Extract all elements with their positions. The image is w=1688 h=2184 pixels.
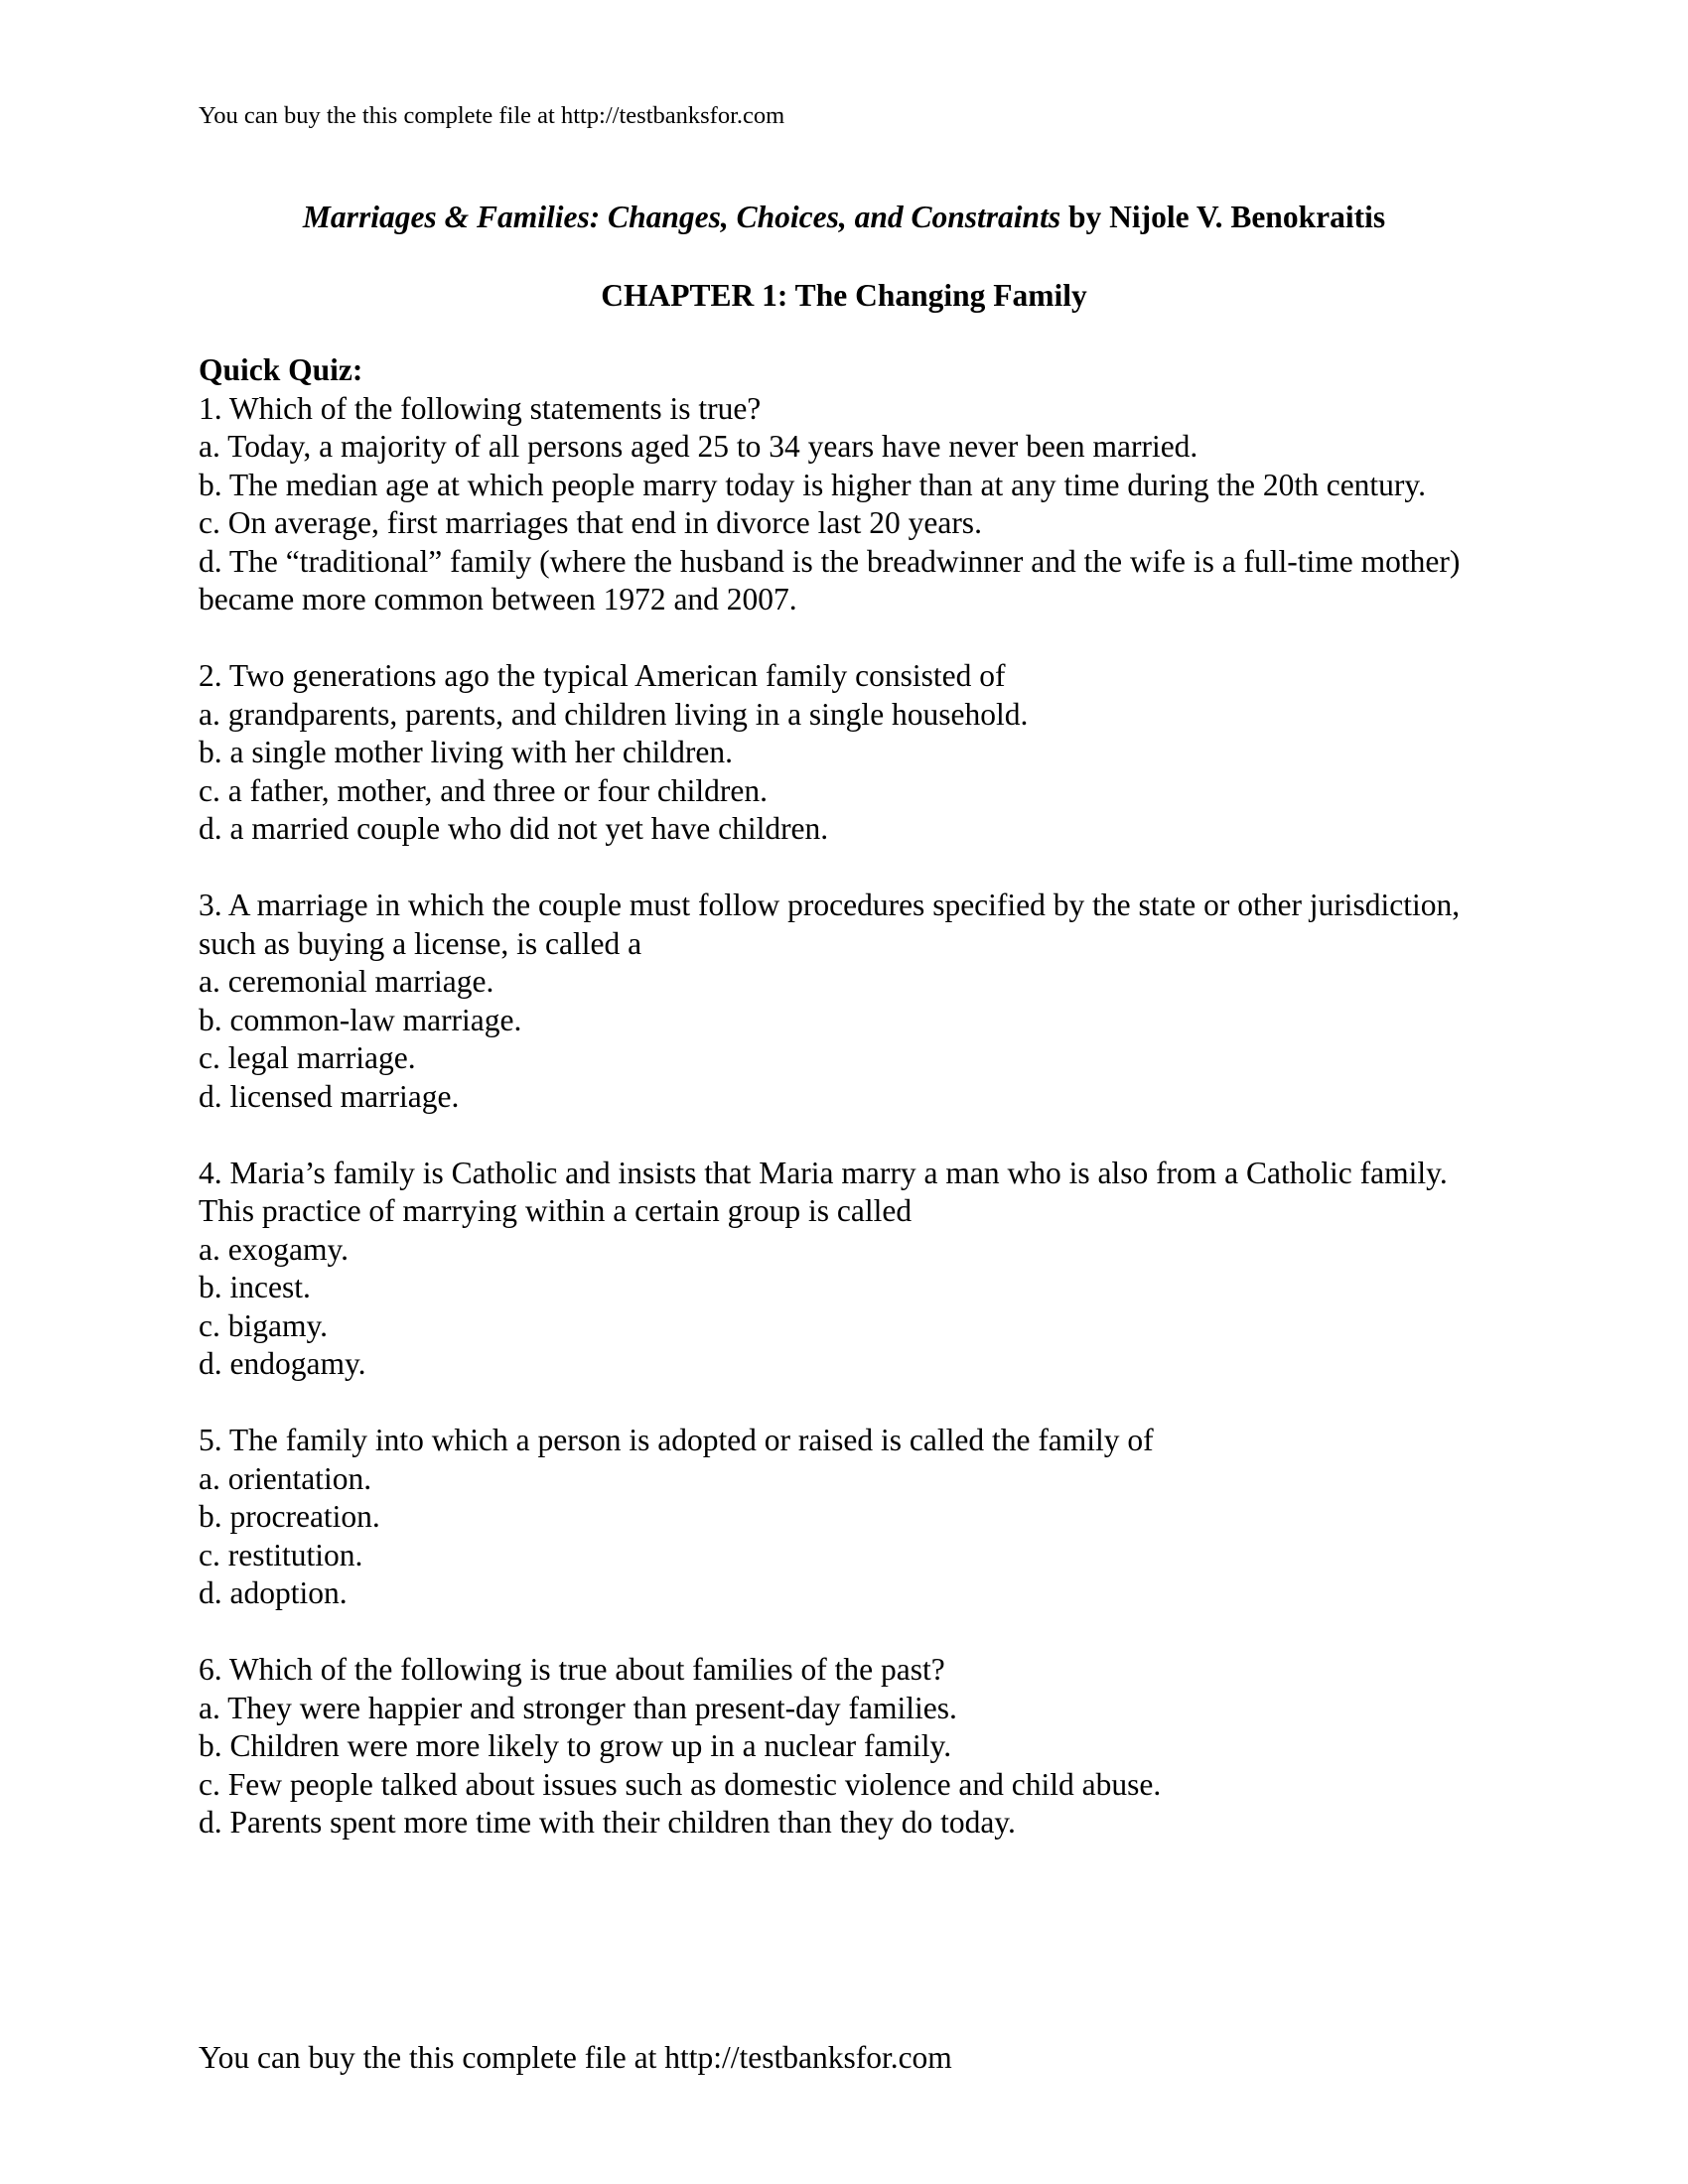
answer-option: c. a father, mother, and three or four children.: [199, 772, 768, 808]
answer-option: b. The median age at which people marry today is higher than at any time during the 20th century.: [199, 467, 1427, 502]
answer-option: b. a single mother living with her children.: [199, 735, 734, 769]
answer-option: d. The “traditional” family (where the husband is the breadwinner and the wife is a full-time mother) became more common between 1972 and 2007.: [199, 543, 1461, 616]
answer-option: a. orientation.: [199, 1460, 372, 1496]
answer-option: a. Today, a majority of all persons aged 25 to 34 years have never been married.: [199, 429, 1198, 464]
answer-option: b. Children were more likely to grow up in a nuclear family.: [199, 1728, 952, 1763]
book-author: by Nijole V. Benokraitis: [1067, 200, 1386, 234]
answer-option: d. a married couple who did not yet have children.: [199, 811, 829, 846]
answer-option: b. procreation.: [199, 1499, 380, 1534]
answer-option: b. common-law marriage.: [199, 1002, 522, 1037]
answer-option: c. restitution.: [199, 1537, 363, 1572]
book-title: Marriages & Families: Changes, Choices, and Constraints: [302, 200, 1061, 234]
answer-option: d. adoption.: [199, 1575, 348, 1610]
question-4: [199, 1155, 1489, 1384]
question-stem: 3. A marriage in which the couple must follow procedures specified by the state or other jurisdiction, such as buying a license, is called a: [199, 887, 1461, 961]
answer-option: c. legal marriage.: [199, 1040, 416, 1075]
question-stem: 5. The family into which a person is adopted or raised is called the family of: [199, 1423, 1154, 1457]
quiz-heading: Quick Quiz:: [199, 352, 363, 387]
question-stem: 6. Which of the following is true about families of the past?: [199, 1652, 945, 1687]
answer-option: a. grandparents, parents, and children living in a single household.: [199, 696, 1029, 732]
question-stem: 2. Two generations ago the typical American family consisted of: [199, 658, 1006, 693]
question-3: [199, 887, 1489, 1116]
answer-option: c. bigamy.: [199, 1307, 329, 1343]
question-1: [199, 390, 1489, 619]
header-note: You can buy the this complete file at http://testbanksfor.com: [199, 102, 785, 129]
chapter-title: CHAPTER 1: The Changing Family: [601, 278, 1087, 313]
question-6: [199, 1651, 1489, 1843]
answer-option: c. Few people talked about issues such as domestic violence and child abuse.: [199, 1766, 1162, 1802]
answer-option: a. exogamy.: [199, 1231, 350, 1267]
answer-option: d. licensed marriage.: [199, 1078, 460, 1114]
footer-note: You can buy the this complete file at http://testbanksfor.com: [199, 2040, 952, 2075]
book-title-line: [0, 198, 1688, 237]
answer-option: a. ceremonial marriage.: [199, 964, 494, 999]
question-2: [199, 657, 1489, 849]
question-5: [199, 1422, 1489, 1613]
quick-quiz: [199, 351, 1489, 1880]
answer-option: d. Parents spent more time with their children than they do today.: [199, 1805, 1016, 1840]
answer-option: a. They were happier and stronger than present-day families.: [199, 1690, 957, 1725]
answer-option: d. endogamy.: [199, 1346, 366, 1381]
question-stem: 4. Maria’s family is Catholic and insists that Maria marry a man who is also from a Catholic family. This practice of marrying within a certain group is called: [199, 1155, 1448, 1228]
answer-option: c. On average, first marriages that end in divorce last 20 years.: [199, 505, 982, 540]
answer-option: b. incest.: [199, 1270, 311, 1304]
question-stem: 1. Which of the following statements is true?: [199, 390, 762, 426]
